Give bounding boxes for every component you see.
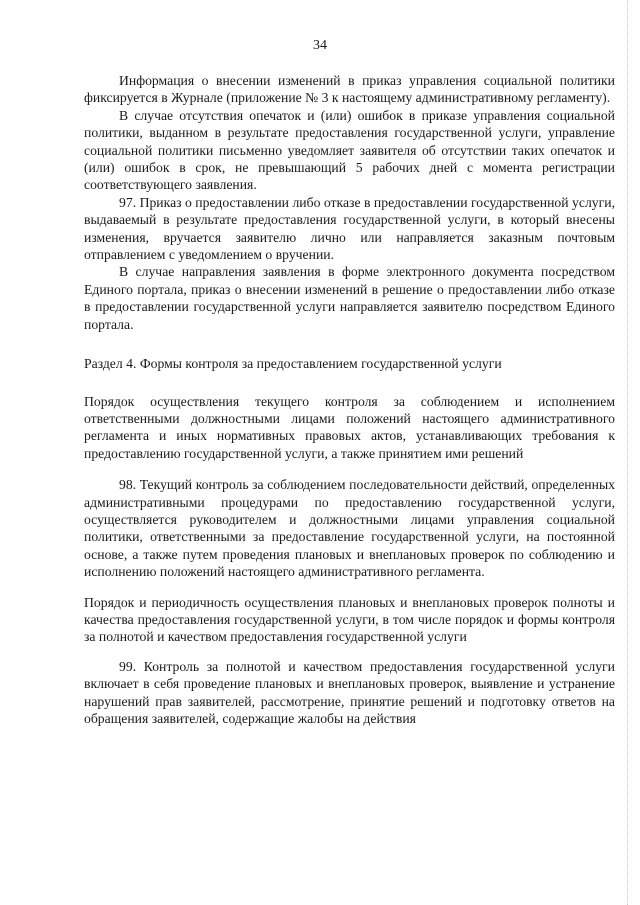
paragraph-98: 98. Текущий контроль за соблюдением последовательности действий, определенных административными процедурами по предоставлению государственной услуги, осуществляется руководителем и должностными лицами управления социальной политики, ответственными за предоставление государственной услуги, на постоянной основе, а также путем проведения плановых и внеплановых проверок по соблюдению и исполнению положений настоящего административного регламента. xyxy=(84,477,615,580)
page-number: 34 xyxy=(313,38,327,53)
paragraph-97: 97. Приказ о предоставлении либо отказе в предоставлении государственной услуги, выдаваемый в результате предоставления государственной услуги, в который внесены изменения, вручается заявителю лично или направляется заказным почтовым отправлением с уведомлением о вручении. xyxy=(84,194,615,263)
document-body xyxy=(84,72,615,727)
paragraph-electronic: В случае направления заявления в форме электронного документа посредством Единого портала, приказ о внесении изменений в решение о предоставлении либо отказе в предоставлении государственной услуги направляется заявителю посредством Единого портала. xyxy=(84,264,615,332)
section-4-title: Раздел 4. Формы контроля за предоставлением государственной услуги xyxy=(84,356,502,372)
paragraph-journal-info: Информация о внесении изменений в приказ управления социальной политики фиксируется в Журнале (приложение № 3 к настоящему административному регламенту). xyxy=(84,73,615,106)
paragraph-99: 99. Контроль за полнотой и качеством предоставления государственной услуги включает в себя проведение плановых и внеплановых проверок, выявление и устранение нарушений прав заявителей, рассмотрение, принятие решений и подготовку ответов на обращения заявителей, содержащие жалобы на действия xyxy=(84,658,615,726)
page-binding-edge xyxy=(627,0,628,905)
subsection-inspections-heading: Порядок и периодичность осуществления плановых и внеплановых проверок полноты и качества предоставления государственной услуги, в том числе порядок и формы контроля за полнотой и качеством предоставления государственной услуги xyxy=(84,594,615,645)
paragraph-no-errors: В случае отсутствия опечаток и (или) ошибок в приказе управления социальной политики, выданном в результате предоставления государственной услуги, управление социальной политики письменно уведомляет заявителя об отсутствии таких опечаток и (или) ошибок в срок, не превышающий 5 рабочих дней с момента регистрации соответствующего заявления. xyxy=(84,107,615,193)
subsection-current-control-heading: Порядок осуществления текущего контроля за соблюдением и исполнением ответственными должностными лицами положений настоящего административного регламента и иных нормативных правовых актов, устанавливающих требования к предоставлению государственной услуги, а также принятием ими решений xyxy=(84,393,615,461)
